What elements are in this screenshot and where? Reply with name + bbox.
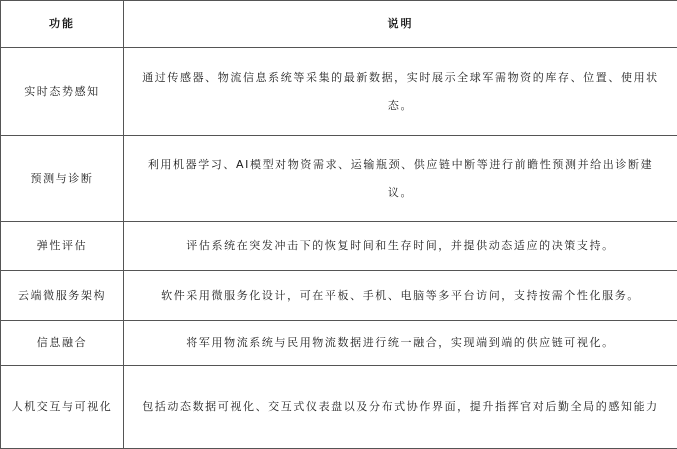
- function-cell: 实时态势感知: [1, 48, 124, 136]
- table-row: [1, 136, 677, 222]
- function-cell: 弹性评估: [1, 222, 124, 271]
- table-row: [1, 366, 677, 449]
- description-cell: 包括动态数据可视化、交互式仪表盘以及分布式协作界面，提升指挥官对后勤全局的感知能力: [124, 366, 677, 449]
- table-row: [1, 321, 677, 366]
- description-cell: 利用机器学习、AI模型对物资需求、运输瓶颈、供应链中断等进行前瞻性预测并给出诊断建议。: [124, 136, 677, 222]
- header-row: [1, 1, 677, 48]
- function-cell: 预测与诊断: [1, 136, 124, 222]
- description-cell: 通过传感器、物流信息系统等采集的最新数据，实时展示全球军需物资的库存、位置、使用状态。: [124, 48, 677, 136]
- header-function: 功能: [1, 1, 124, 48]
- function-cell: 人机交互与可视化: [1, 366, 124, 449]
- header-description: 说明: [124, 1, 677, 48]
- table-row: [1, 222, 677, 271]
- table-header: [1, 1, 677, 48]
- function-cell: 云端微服务架构: [1, 271, 124, 321]
- description-cell: 评估系统在突发冲击下的恢复时间和生存时间，并提供动态适应的决策支持。: [124, 222, 677, 271]
- description-cell: 将军用物流系统与民用物流数据进行统一融合，实现端到端的供应链可视化。: [124, 321, 677, 366]
- table-row: [1, 271, 677, 321]
- table-body: [1, 48, 677, 449]
- table-row: [1, 48, 677, 136]
- description-cell: 软件采用微服务化设计，可在平板、手机、电脑等多平台访问，支持按需个性化服务。: [124, 271, 677, 321]
- function-cell: 信息融合: [1, 321, 124, 366]
